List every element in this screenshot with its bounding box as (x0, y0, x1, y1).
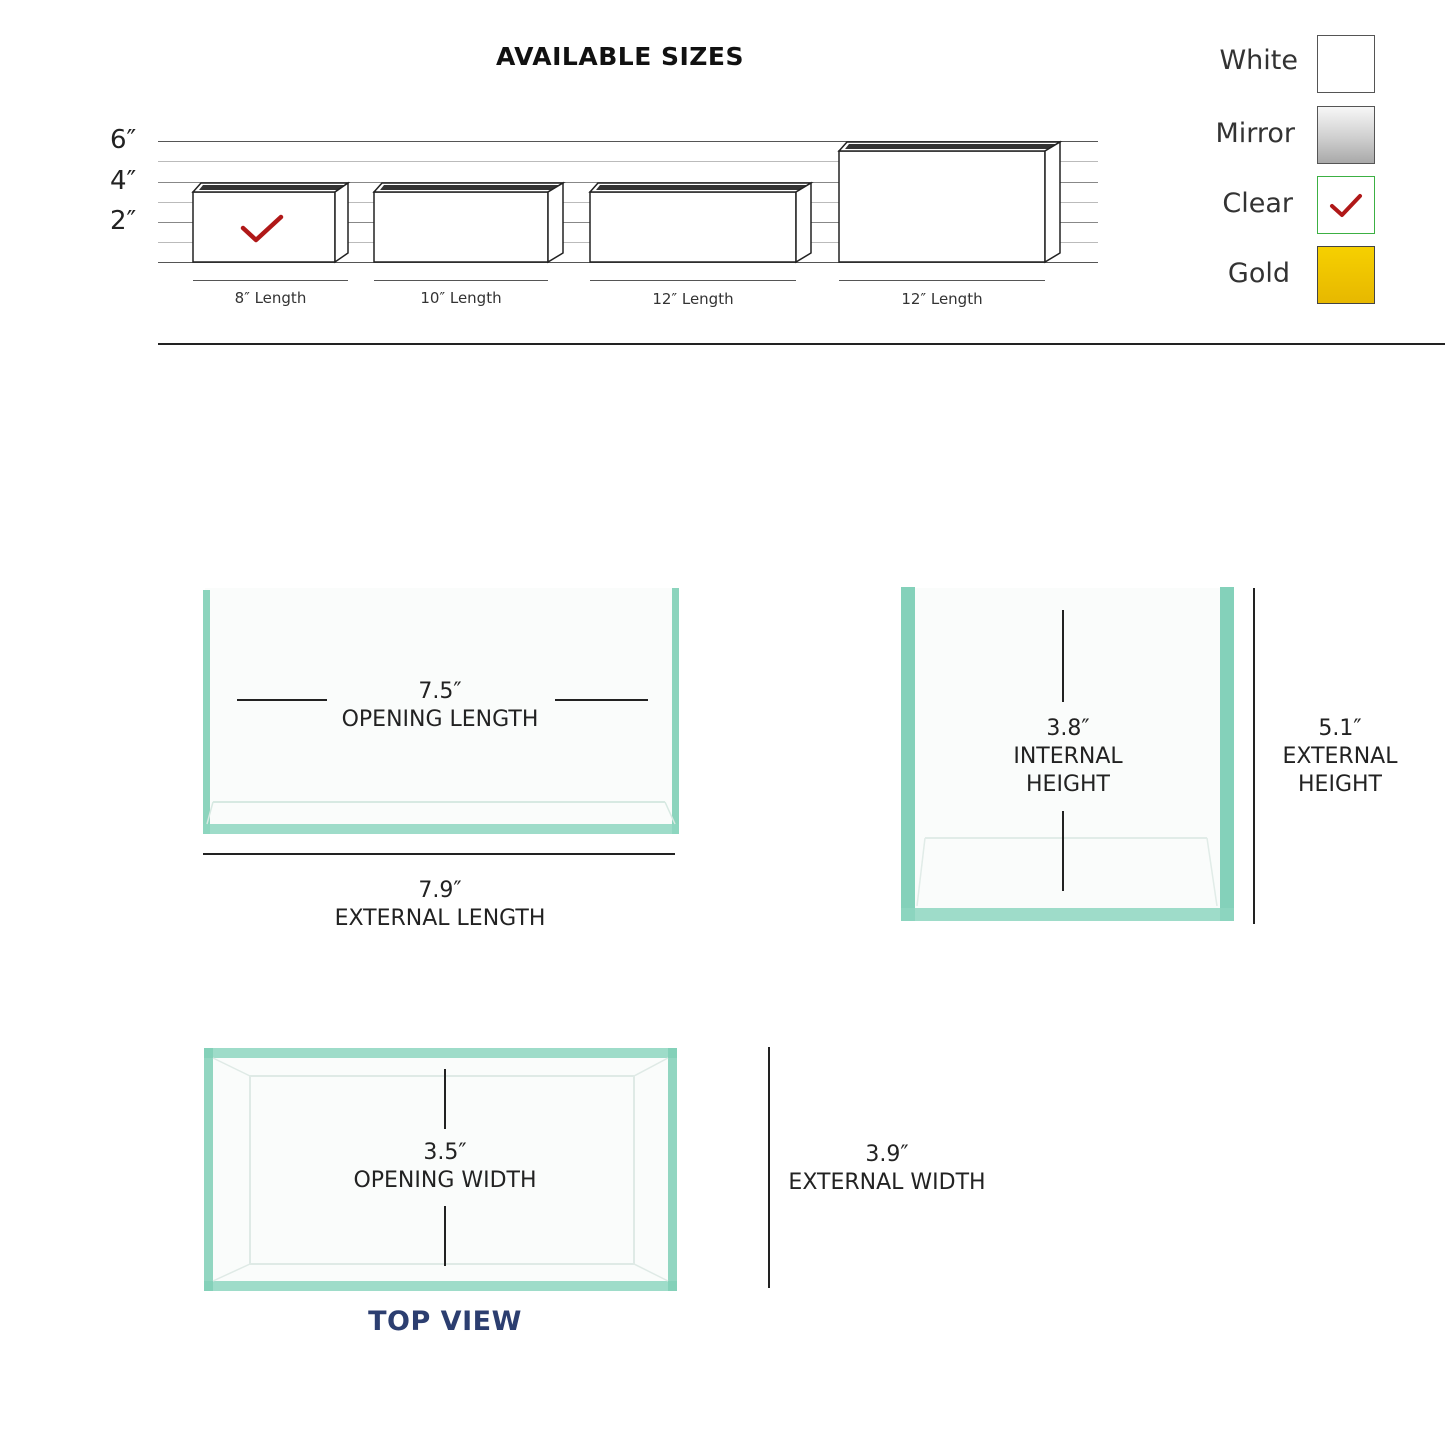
section-divider (158, 343, 1445, 345)
length-line (193, 280, 348, 281)
size-box-10in[interactable] (374, 183, 563, 262)
finish-swatch-white[interactable] (1317, 35, 1375, 93)
internal-height-label-2: HEIGHT (1026, 772, 1110, 797)
opening-length-value: 7.5″ (418, 679, 462, 704)
opening-width-value: 3.5″ (423, 1140, 467, 1165)
finish-label-white: White (1219, 45, 1298, 76)
finish-swatch-clear[interactable] (1317, 176, 1375, 234)
external-width-value: 3.9″ (865, 1142, 909, 1167)
internal-height-label-1: INTERNAL (1013, 744, 1123, 769)
external-length-value: 7.9″ (418, 878, 462, 903)
external-height-label-2: HEIGHT (1298, 772, 1382, 797)
finish-label-gold: Gold (1227, 258, 1290, 289)
opening-width-label: OPENING WIDTH (353, 1168, 537, 1193)
internal-height-line-bottom (1062, 811, 1064, 891)
opening-width-line-top (444, 1069, 446, 1129)
size-caption-12in-tall: 12″ Length (901, 290, 983, 308)
size-boxes (0, 0, 1110, 270)
external-height-line (1253, 588, 1255, 924)
finish-swatch-mirror[interactable] (1317, 106, 1375, 164)
selected-finish-check-icon (1332, 196, 1360, 215)
external-height-value: 5.1″ (1318, 716, 1362, 741)
scale-label-6in: 6″ (110, 125, 137, 155)
scale-label-4in: 4″ (110, 166, 137, 196)
length-line (839, 280, 1045, 281)
finish-label-mirror: Mirror (1215, 118, 1295, 149)
size-box-8in[interactable] (193, 183, 348, 262)
page-title: AVAILABLE SIZES (495, 42, 744, 71)
length-line (590, 280, 796, 281)
size-caption-8in: 8″ Length (234, 289, 307, 307)
external-length-label: EXTERNAL LENGTH (334, 906, 546, 931)
opening-length-label: OPENING LENGTH (341, 707, 539, 732)
external-width-label: EXTERNAL WIDTH (788, 1170, 986, 1195)
internal-height-line-top (1062, 610, 1064, 702)
size-box-12in[interactable] (590, 183, 811, 262)
size-caption-10in: 10″ Length (420, 289, 502, 307)
size-box-12in-tall[interactable] (839, 142, 1060, 262)
internal-height-value: 3.8″ (1046, 716, 1090, 741)
scale-label-2in: 2″ (110, 206, 137, 236)
external-height-label-1: EXTERNAL (1282, 744, 1398, 769)
external-length-line (203, 853, 675, 855)
top-view-caption: TOP VIEW (368, 1306, 522, 1337)
size-caption-12in: 12″ Length (652, 290, 734, 308)
finish-swatch-gold[interactable] (1317, 246, 1375, 304)
length-line (374, 280, 548, 281)
opening-width-line-bottom (444, 1206, 446, 1266)
finish-label-clear: Clear (1222, 188, 1293, 219)
